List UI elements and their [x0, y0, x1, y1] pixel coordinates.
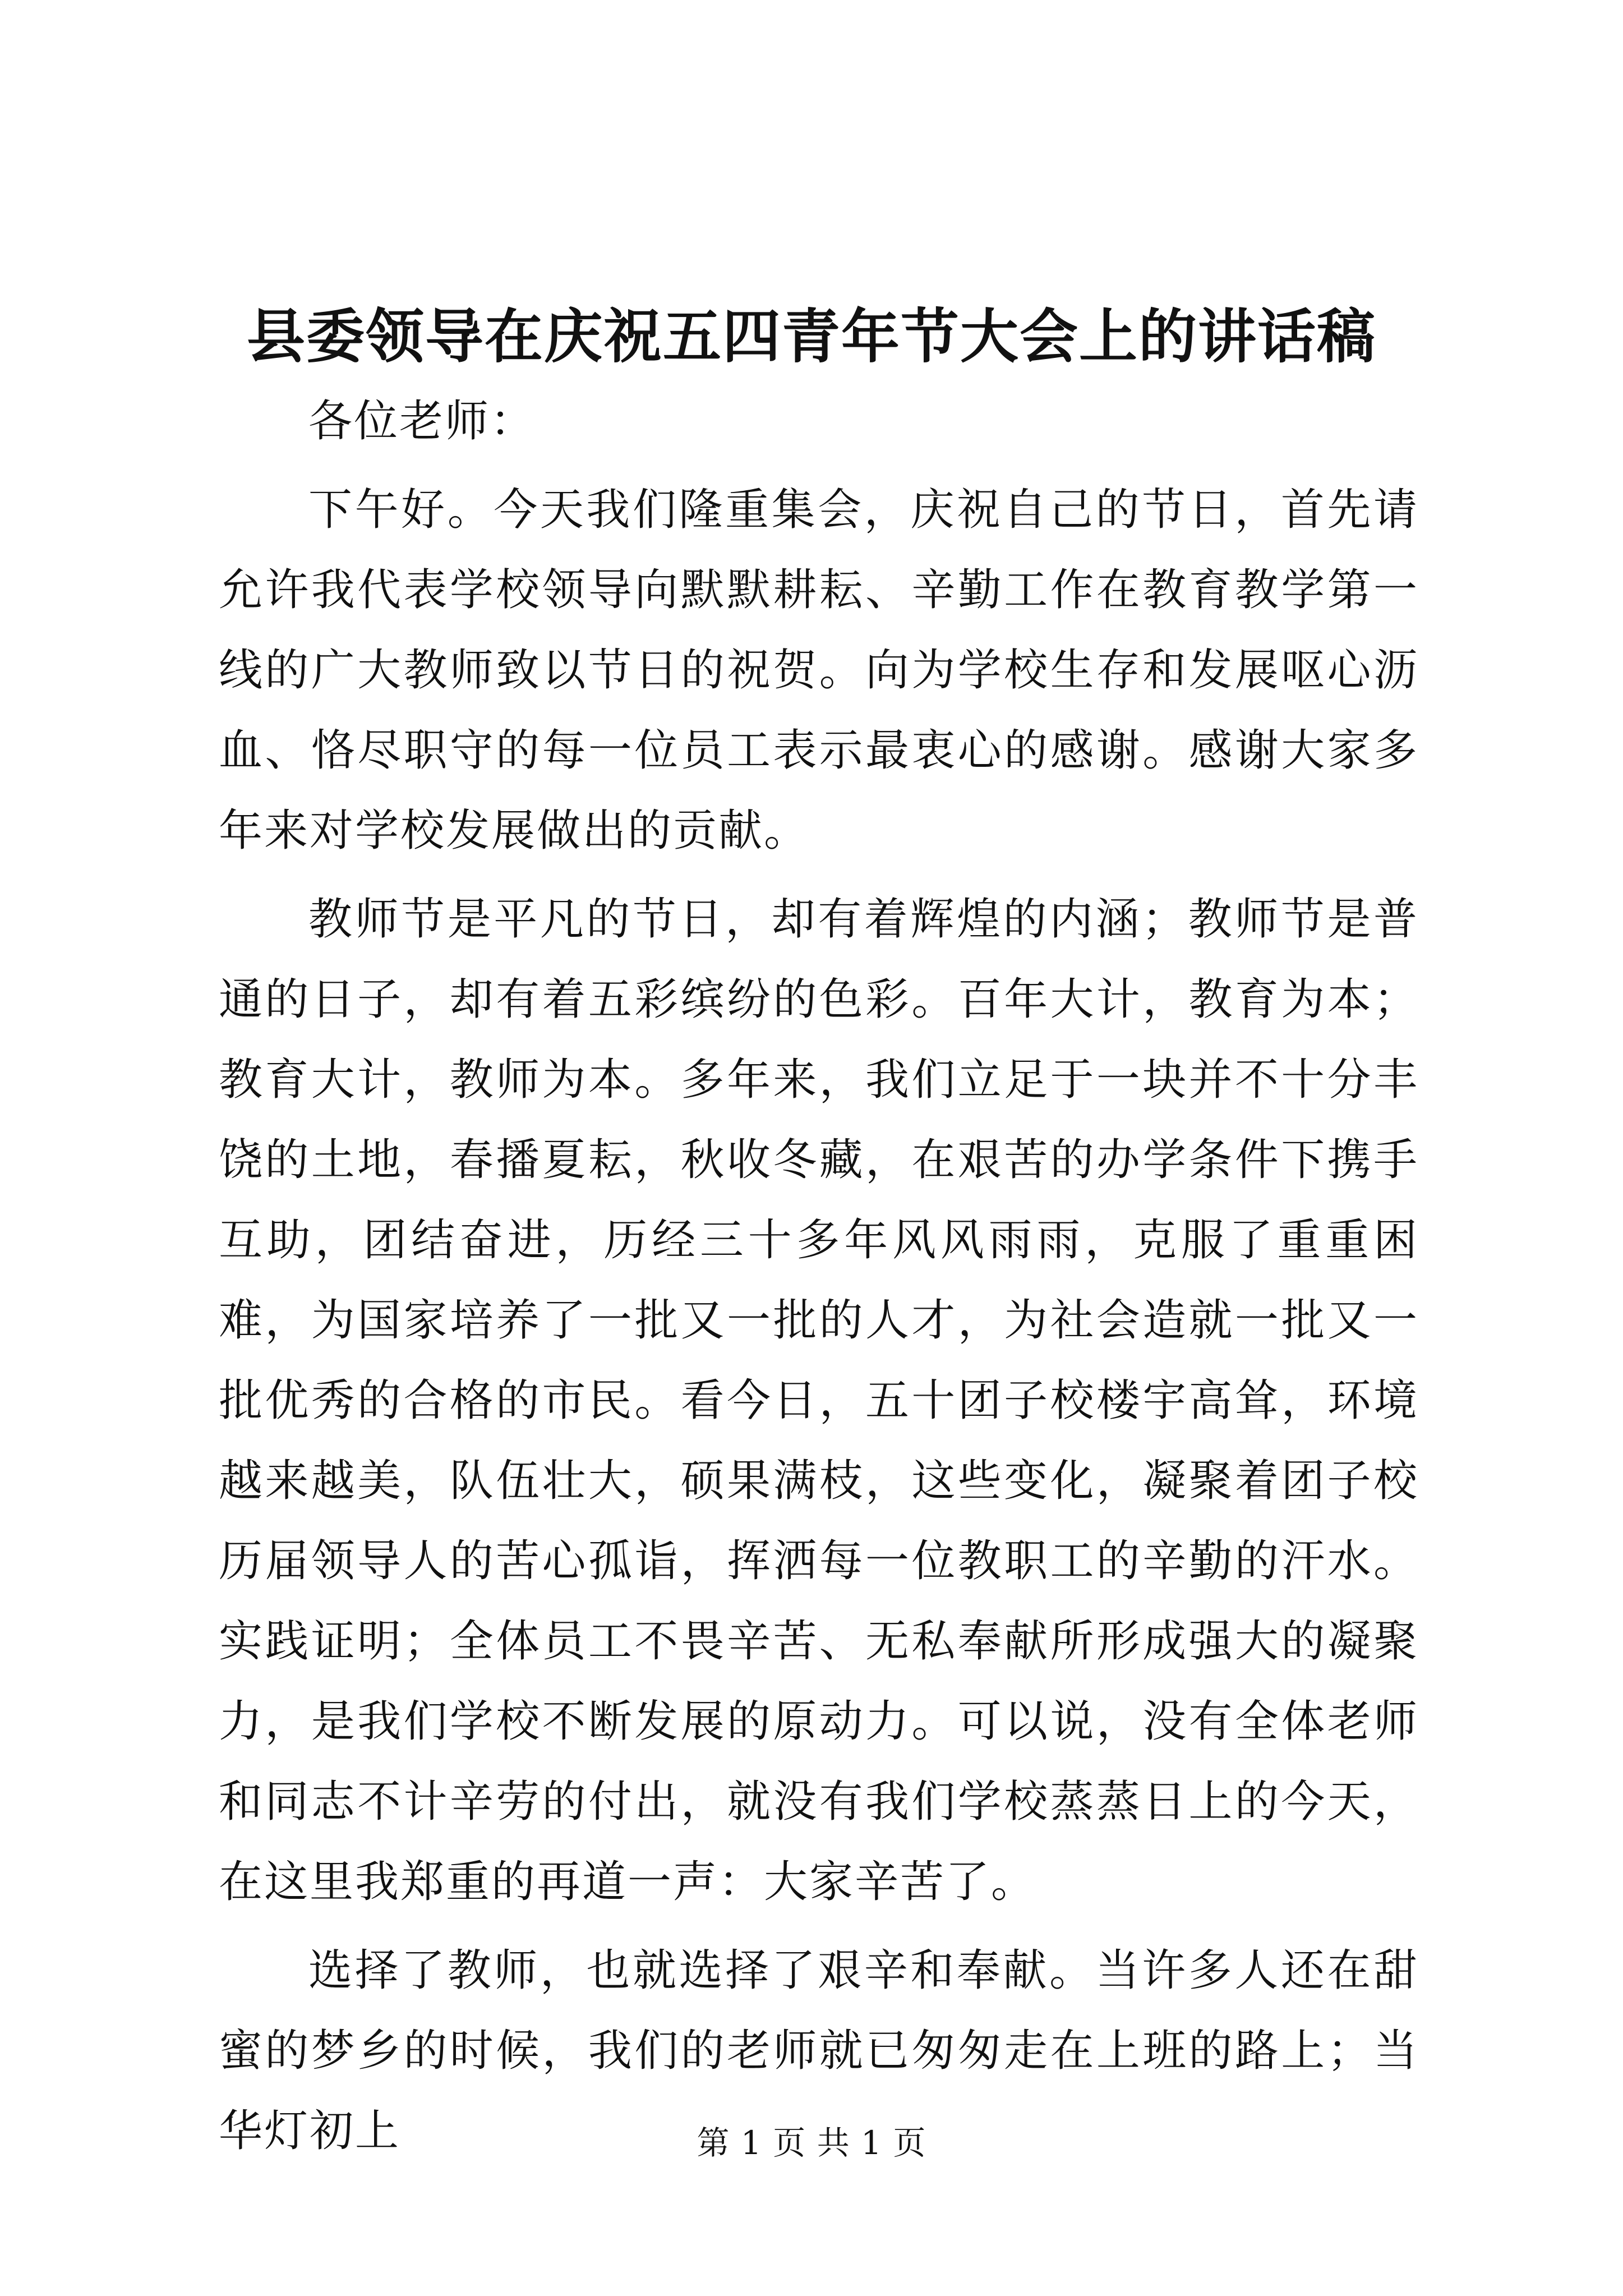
document-body [219, 381, 1419, 2180]
salutation: 各位老师： [308, 396, 536, 447]
document-title: 县委领导在庆祝五四青年节大会上的讲话稿 [246, 302, 1376, 371]
paragraph-1: 下午好。今天我们隆重集会，庆祝自己的节日，首先请允许我代表学校领导向默默耕耘、辛勤工作在教育教学第一线的广大教师致以节日的祝贺。向为学校生存和发展呕心沥血、恪尽职守的每一位员工表示最衷心的感谢。感谢大家多年来对学校发展做出的贡献。 [219, 485, 1419, 856]
page-footer: 第 1 页 共 1 页 [697, 2124, 926, 2162]
paragraph-2: 教师节是平凡的节日，却有着辉煌的内涵；教师节是普通的日子，却有着五彩缤纷的色彩。百年大计，教育为本；教育大计，教师为本。多年来，我们立足于一块并不十分丰饶的土地，春播夏耘，秋收冬藏，在艰苦的办学条件下携手互助，团结奋进，历经三十多年风风雨雨，克服了重重困难，为国家培养了一批又一批的人才，为社会造就一批又一批优秀的合格的市民。看今日，五十团子校楼宇高耸，环境越来越美，队伍壮大，硕果满枝，这些变化，凝聚着团子校历届领导人的苦心孤诣，挥洒每一位教职工的辛勤的汗水。实践证明；全体员工不畏辛苦、无私奉献所形成强大的凝聚力，是我们学校不断发展的原动力。可以说，没有全体老师和同志不计辛劳的付出，就没有我们学校蒸蒸日上的今天，在这里我郑重的再道一声：大家辛苦了。 [219, 894, 1419, 1907]
paragraph-3: 选择了教师，也就选择了艰辛和奉献。当许多人还在甜蜜的梦乡的时候，我们的老师就已匆匆走在上班的路上；当华灯初上 [219, 1945, 1419, 2156]
